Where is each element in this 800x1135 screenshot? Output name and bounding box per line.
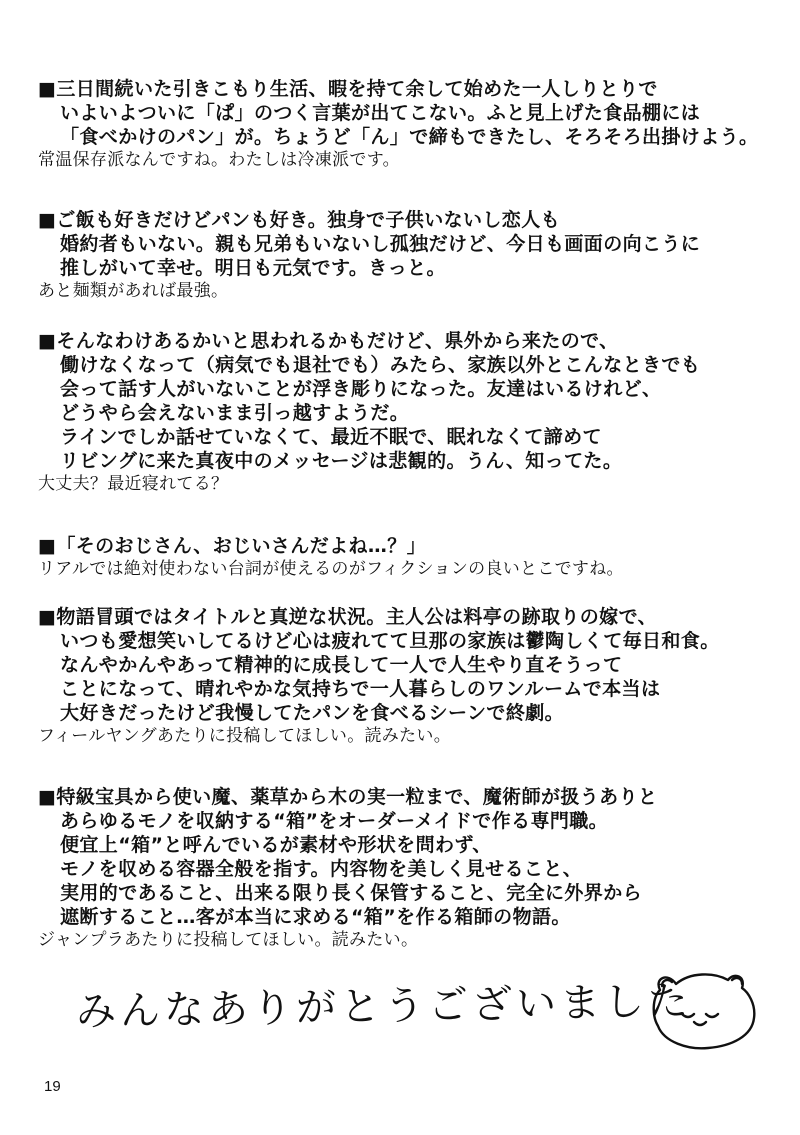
section-heading: ■物語冒頭ではタイトルと真逆な状況。主人公は料亭の跡取りの嫁で、 (38, 606, 657, 628)
section-line: ラインでしか話せていなくて、最近不眠で、眠れなくて諦めて (60, 426, 602, 448)
section-line: どうやら会えないまま引っ越すようだ。 (60, 402, 410, 424)
section-line: 推しがいて幸せ。明日も元気です。きっと。 (60, 257, 446, 279)
section-line: あらゆるモノを収納する“箱”をオーダーメイドで作る専門職。 (60, 810, 609, 832)
section-comment: 大丈夫？最近寝れてる？ (38, 474, 229, 494)
section-line: 働けなくなって（病気でも退社でも）みたら、家族以外とこんなときでも (60, 354, 701, 376)
section-heading: ■「そのおじさん、おじいさんだよね…？」 (38, 535, 427, 557)
section-4 (38, 534, 778, 581)
section-line: なんやかんやあって精神的に成長して一人で人生やり直そうって (60, 654, 623, 676)
section-line: 「食べかけのパン」が。ちょうど「ん」で締もできたし、そろそろ出掛けよう。 (60, 126, 759, 148)
bear-face-doodle-icon (648, 966, 760, 1056)
section-line: いよいよついに「ぱ」のつく言葉が出てこない。ふと見上げた食品棚には (60, 102, 701, 124)
section-heading: ■特級宝具から使い魔、薬草から木の実一粒まで、魔術師が扱うありと (38, 786, 658, 808)
section-line: ことになって、晴れやかな気持ちで一人暮らしのワンルームで本当は (60, 678, 661, 700)
thanks-message: みんなありがとうございました (75, 978, 693, 1036)
section-comment: 常温保存派なんですね。わたしは冷凍派です。 (38, 150, 400, 170)
section-line: リビングに来た真夜中のメッセージは悲観的。うん、知ってた。 (60, 450, 623, 472)
section-line: 実用的であること、出来る限り長く保管すること、完全に外界から (60, 882, 643, 904)
section-heading: ■そんなわけあるかいと思われるかもだけど、県外から来たので、 (38, 330, 619, 352)
page-number: 19 (44, 1078, 61, 1095)
section-line: 遮断すること…客が本当に求める“箱”を作る箱師の物語。 (60, 906, 571, 928)
section-comment: あと麺類があれば最強。 (38, 281, 229, 301)
section-1 (38, 77, 778, 172)
section-line: いつも愛想笑いしてるけど心は疲れてて旦那の家族は鬱陶しくて毎日和食。 (60, 630, 720, 652)
section-comment: フィールヤングあたりに投稿してほしい。読みたい。 (38, 726, 451, 746)
section-line: 会って話す人がいないことが浮き彫りになった。友達はいるけれど、 (60, 378, 662, 400)
section-line: 大好きだったけど我慢してたパンを食べるシーンで終劇。 (60, 702, 565, 724)
section-comment: リアルでは絶対使わない台詞が使えるのがフィクションの良いとこですね。 (38, 559, 624, 579)
section-line: 便宜上“箱”と呼んでいるが素材や形状を問わず、 (60, 834, 492, 856)
section-comment: ジャンプラあたりに投稿してほしい。読みたい。 (38, 930, 419, 950)
section-5 (38, 605, 778, 748)
section-heading: ■三日間続いた引きこもり生活、暇を持て余して始めた一人しりとりで (38, 78, 658, 100)
section-line: モノを収める容器全般を指す。内容物を美しく見せること、 (60, 858, 583, 880)
section-6 (38, 785, 778, 952)
section-3 (38, 329, 778, 496)
section-line: 婚約者もいない。親も兄弟もいないし孤独だけど、今日も画面の向こうに (60, 233, 701, 255)
section-2 (38, 208, 778, 303)
section-heading: ■ご飯も好きだけどパンも好き。独身で子供いないし恋人も (38, 209, 560, 231)
